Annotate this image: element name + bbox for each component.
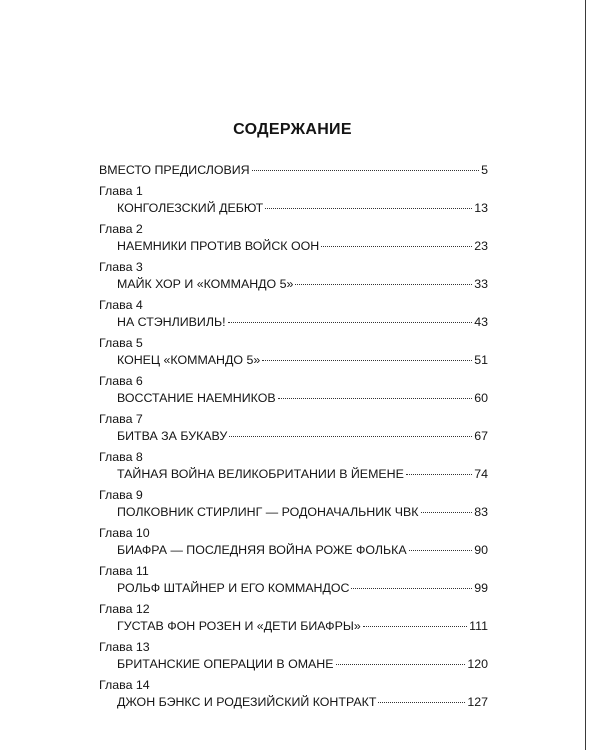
toc-entry-page: 120 [467,657,488,671]
dot-leader [378,702,465,703]
page-edge-line [585,0,586,750]
toc-entry-title: НАЕМНИКИ ПРОТИВ ВОЙСК ООН [117,239,320,253]
toc-chapter-entry[interactable] [99,525,488,559]
toc-chapter-entry[interactable] [99,449,488,483]
chapter-label: Глава 10 [99,526,150,540]
dot-leader [409,550,473,551]
toc-entry-title: ГУСТАВ ФОН РОЗЕН И «ДЕТИ БИАФРЫ» [117,619,361,633]
chapter-label: Глава 3 [99,260,143,274]
toc-entry-title: КОНГОЛЕЗСКИЙ ДЕБЮТ [117,201,264,215]
toc-entry-title: ТАЙНАЯ ВОЙНА ВЕЛИКОБРИТАНИИ В ЙЕМЕНЕ [117,467,404,481]
chapter-label: Глава 11 [99,564,149,578]
toc-entry-page: 74 [474,467,488,481]
chapter-label: Глава 2 [99,222,143,236]
dot-leader [262,360,472,361]
toc-entry-title: РОЛЬФ ШТАЙНЕР И ЕГО КОММАНДОС [117,581,350,595]
chapter-label: Глава 14 [99,678,150,692]
dot-leader [336,664,466,665]
toc-chapter-entry[interactable] [99,335,488,369]
toc-entry-page: 83 [474,505,488,519]
chapter-label: Глава 9 [99,488,143,502]
toc-entry-title: БРИТАНСКИЕ ОПЕРАЦИИ В ОМАНЕ [117,657,334,671]
dot-leader [229,436,472,437]
toc-entry-title: БИТВА ЗА БУКАВУ [117,429,228,443]
toc-entry-page: 51 [474,353,488,367]
toc-entry-page: 67 [474,429,488,443]
toc-chapter-entry[interactable] [99,183,488,217]
toc-entry-page: 33 [474,277,488,291]
chapter-label: Глава 8 [99,450,143,464]
toc-chapter-entry[interactable] [99,563,488,597]
toc-entry-title: НА СТЭНЛИВИЛЬ! [117,315,226,329]
toc-chapter-entry[interactable] [99,373,488,407]
toc-chapter-entry[interactable] [99,221,488,255]
dot-leader [406,474,472,475]
chapter-label: Глава 5 [99,336,143,350]
chapter-list [99,183,488,711]
chapter-label: Глава 12 [99,602,150,616]
toc-entry-page: 127 [467,695,488,709]
chapter-label: Глава 7 [99,412,143,426]
toc-entry-title: ПОЛКОВНИК СТИРЛИНГ — РОДОНАЧАЛЬНИК ЧВК [117,505,419,519]
dot-leader [252,170,479,171]
dot-leader [321,246,472,247]
toc-chapter-entry[interactable] [99,639,488,673]
toc-entry-title: ВОССТАНИЕ НАЕМНИКОВ [117,391,276,405]
dot-leader [421,512,473,513]
toc-entry-title: ДЖОН БЭНКС И РОДЕЗИЙСКИЙ КОНТРАКТ [117,695,377,709]
toc-entry-page: 111 [469,619,488,633]
toc-entry-page: 60 [474,391,488,405]
toc-chapter-entry[interactable] [99,411,488,445]
dot-leader [278,398,473,399]
toc-entry-page: 5 [481,163,488,177]
page-title: СОДЕРЖАНИЕ [233,121,352,138]
toc-entry-page: 43 [474,315,488,329]
toc-chapter-entry[interactable] [99,487,488,521]
dot-leader [295,284,472,285]
toc-chapter-entry[interactable] [99,677,488,711]
dot-leader [265,208,472,209]
toc-chapter-entry[interactable] [99,297,488,331]
dot-leader [363,626,467,627]
chapter-label: Глава 1 [99,184,143,198]
chapter-label: Глава 6 [99,374,143,388]
toc-entry-page: 13 [474,201,488,215]
dot-leader [351,588,472,589]
table-of-contents [99,162,488,715]
toc-entry-page: 23 [474,239,488,253]
toc-entry-page: 90 [474,543,488,557]
toc-chapter-entry[interactable] [99,259,488,293]
toc-entry-title: КОНЕЦ «КОММАНДО 5» [117,353,261,367]
toc-entry-title: ВМЕСТО ПРЕДИСЛОВИЯ [99,163,250,177]
dot-leader [228,322,473,323]
toc-intro-entry[interactable] [99,162,488,179]
toc-entry-page: 99 [474,581,488,595]
toc-entry-title: МАЙК ХОР И «КОММАНДО 5» [117,277,294,291]
toc-entry-title: БИАФРА — ПОСЛЕДНЯЯ ВОЙНА РОЖЕ ФОЛЬКА [117,543,407,557]
toc-chapter-entry[interactable] [99,601,488,635]
chapter-label: Глава 13 [99,640,150,654]
chapter-label: Глава 4 [99,298,143,312]
